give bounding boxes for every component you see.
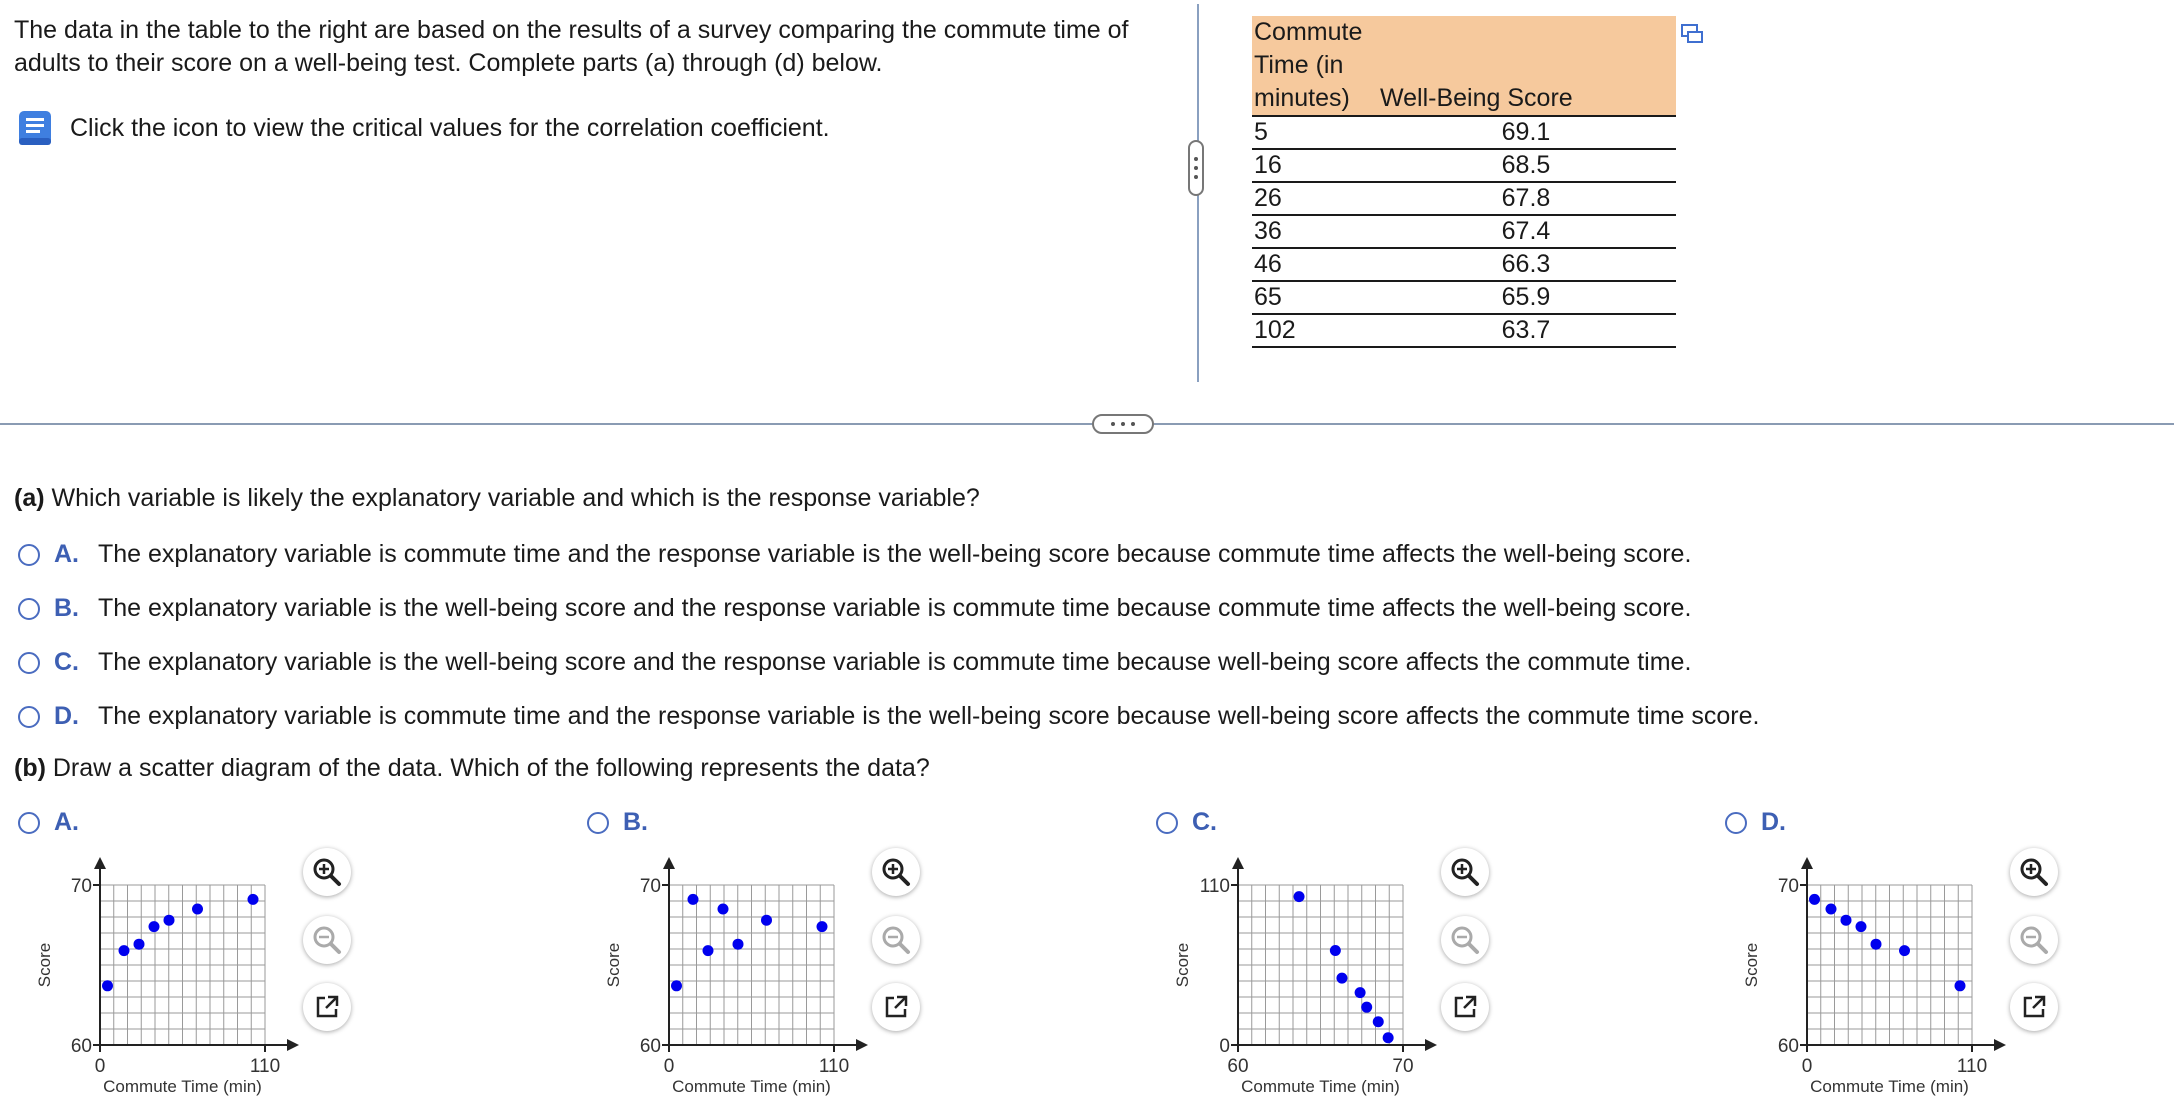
data-point bbox=[1383, 1032, 1394, 1043]
x-axis-label: Commute Time (min) bbox=[672, 1077, 831, 1096]
part-a-option-a[interactable]: A. The explanatory variable is commute time and the response variable is the well-being score because commute time affects the well-being score. bbox=[18, 540, 1691, 569]
x-tick-label: 60 bbox=[1227, 1056, 1249, 1077]
part-a-option-b[interactable]: B. The explanatory variable is the well-being score and the response variable is commute time because commute time affects the well-being score. bbox=[18, 594, 1691, 623]
y-axis-label: Score bbox=[35, 942, 54, 988]
table-row: 102 63.7 bbox=[1252, 314, 1676, 347]
data-point bbox=[1841, 915, 1852, 926]
table-header-commute: Commute Time (in minutes) bbox=[1252, 16, 1376, 116]
radio-button[interactable] bbox=[1156, 812, 1178, 834]
zoom-out-button[interactable] bbox=[303, 916, 351, 964]
data-point bbox=[1955, 980, 1966, 991]
data-point bbox=[192, 904, 203, 915]
x-tick-label: 0 bbox=[94, 1056, 106, 1077]
grid bbox=[100, 885, 265, 1045]
y-tick-label: 70 bbox=[70, 876, 92, 897]
zoom-out-button[interactable] bbox=[2010, 916, 2058, 964]
vertical-resize-handle[interactable] bbox=[1188, 140, 1204, 196]
critical-values-text: Click the icon to view the critical values for the correlation coefficient. bbox=[70, 113, 830, 142]
y-tick-label: 60 bbox=[639, 1036, 661, 1057]
zoom-in-icon bbox=[881, 857, 911, 887]
radio-button[interactable] bbox=[18, 706, 40, 728]
y-tick-label: 0 bbox=[1219, 1036, 1230, 1057]
popout-button[interactable] bbox=[1441, 983, 1489, 1031]
y-axis-label: Score bbox=[1742, 942, 1761, 988]
data-point bbox=[671, 980, 682, 991]
radio-button[interactable] bbox=[18, 544, 40, 566]
zoom-in-button[interactable] bbox=[303, 848, 351, 896]
zoom-in-button[interactable] bbox=[2010, 848, 2058, 896]
data-point bbox=[1361, 1002, 1372, 1013]
data-point bbox=[733, 939, 744, 950]
data-point bbox=[119, 945, 130, 956]
data-point bbox=[1330, 945, 1341, 956]
y-axis-arrow bbox=[1801, 857, 1813, 869]
popout-button[interactable] bbox=[872, 983, 920, 1031]
popout-icon bbox=[1452, 994, 1478, 1020]
zoom-in-icon bbox=[2019, 857, 2049, 887]
zoom-in-button[interactable] bbox=[1441, 848, 1489, 896]
y-axis-label: Score bbox=[604, 942, 623, 988]
horizontal-resize-handle[interactable] bbox=[1092, 414, 1154, 434]
x-axis-arrow bbox=[1994, 1039, 2006, 1051]
y-axis-arrow bbox=[94, 857, 106, 869]
x-tick-label: 0 bbox=[1801, 1056, 1813, 1077]
data-point bbox=[248, 894, 259, 905]
book-icon[interactable] bbox=[16, 108, 56, 148]
table-row: 65 65.9 bbox=[1252, 281, 1676, 314]
x-tick-label: 110 bbox=[1956, 1056, 1988, 1077]
scatter-plot-d bbox=[1737, 855, 2017, 1108]
data-point bbox=[703, 945, 714, 956]
zoom-in-button[interactable] bbox=[872, 848, 920, 896]
radio-button[interactable] bbox=[18, 652, 40, 674]
x-tick-label: 110 bbox=[249, 1056, 281, 1077]
x-axis-arrow bbox=[287, 1039, 299, 1051]
table-row: 26 67.8 bbox=[1252, 182, 1676, 215]
x-tick-label: 70 bbox=[1392, 1056, 1414, 1077]
y-tick-label: 70 bbox=[1777, 876, 1799, 897]
zoom-in-icon bbox=[312, 857, 342, 887]
y-axis-arrow bbox=[663, 857, 675, 869]
popout-button[interactable] bbox=[2010, 983, 2058, 1031]
x-axis-label: Commute Time (min) bbox=[103, 1077, 262, 1096]
scatter-plot-a bbox=[30, 855, 310, 1108]
y-axis-arrow bbox=[1232, 857, 1244, 869]
x-axis-label: Commute Time (min) bbox=[1810, 1077, 1969, 1096]
data-point bbox=[1294, 891, 1305, 902]
x-axis-arrow bbox=[856, 1039, 868, 1051]
zoom-out-button[interactable] bbox=[1441, 916, 1489, 964]
critical-values-link[interactable] bbox=[16, 108, 830, 148]
part-a-option-c[interactable]: C. The explanatory variable is the well-being score and the response variable is commute time because well-being score affects the commute time. bbox=[18, 648, 1691, 677]
data-point bbox=[817, 921, 828, 932]
data-point bbox=[1856, 921, 1867, 932]
horizontal-divider bbox=[0, 423, 2174, 425]
table-row: 46 66.3 bbox=[1252, 248, 1676, 281]
data-point bbox=[1899, 945, 1910, 956]
radio-button[interactable] bbox=[18, 812, 40, 834]
table-row: 16 68.5 bbox=[1252, 149, 1676, 182]
data-point bbox=[102, 980, 113, 991]
part-b-option-c[interactable]: C. bbox=[1156, 808, 1236, 837]
x-tick-label: 110 bbox=[818, 1056, 850, 1077]
intro-text: The data in the table to the right are based on the results of a survey comparing the commute time of adults to their score on a well-being test. Complete parts (a) through (d) below. bbox=[14, 16, 1129, 77]
y-axis-label: Score bbox=[1173, 942, 1192, 988]
zoom-out-icon bbox=[2019, 925, 2049, 955]
x-tick-label: 0 bbox=[663, 1056, 675, 1077]
table-header-score: Well-Being Score bbox=[1376, 16, 1676, 116]
y-tick-label: 70 bbox=[639, 876, 661, 897]
y-tick-label: 110 bbox=[1199, 876, 1230, 897]
part-b-option-a[interactable]: A. bbox=[18, 808, 98, 837]
y-tick-label: 60 bbox=[70, 1036, 92, 1057]
data-point bbox=[1355, 987, 1366, 998]
popout-icon bbox=[883, 994, 909, 1020]
scatter-plot-c bbox=[1168, 855, 1448, 1108]
zoom-out-icon bbox=[312, 925, 342, 955]
popout-table-icon[interactable] bbox=[1680, 22, 1704, 46]
radio-button[interactable] bbox=[587, 812, 609, 834]
data-table bbox=[1252, 16, 1676, 348]
data-point bbox=[134, 939, 145, 950]
table-row: 36 67.4 bbox=[1252, 215, 1676, 248]
radio-button[interactable] bbox=[1725, 812, 1747, 834]
radio-button[interactable] bbox=[18, 598, 40, 620]
popout-icon bbox=[2021, 994, 2047, 1020]
data-point bbox=[164, 915, 175, 926]
part-b-option-b[interactable]: B. bbox=[587, 808, 667, 837]
data-point bbox=[1871, 939, 1882, 950]
popout-icon bbox=[314, 994, 340, 1020]
part-a-option-d[interactable]: D. The explanatory variable is commute time and the response variable is the well-being score because well-being score affects the commute time score. bbox=[18, 702, 1759, 731]
data-point bbox=[1826, 904, 1837, 915]
y-tick-label: 60 bbox=[1777, 1036, 1799, 1057]
data-point bbox=[1809, 894, 1820, 905]
popout-button[interactable] bbox=[303, 983, 351, 1031]
data-point bbox=[149, 921, 160, 932]
x-axis-arrow bbox=[1425, 1039, 1437, 1051]
grid bbox=[669, 885, 834, 1045]
scatter-plot-b bbox=[599, 855, 879, 1108]
x-axis-label: Commute Time (min) bbox=[1241, 1077, 1400, 1096]
table-row: 5 69.1 bbox=[1252, 116, 1676, 149]
part-b-question: (b) Draw a scatter diagram of the data. Which of the following represents the data? bbox=[14, 754, 930, 782]
part-a-question: (a) Which variable is likely the explanatory variable and which is the response variable? bbox=[14, 484, 980, 512]
zoom-out-icon bbox=[881, 925, 911, 955]
data-point bbox=[1373, 1016, 1384, 1027]
zoom-out-icon bbox=[1450, 925, 1480, 955]
zoom-out-button[interactable] bbox=[872, 916, 920, 964]
data-point bbox=[761, 915, 772, 926]
data-point bbox=[688, 894, 699, 905]
data-point bbox=[1336, 973, 1347, 984]
part-b-option-d[interactable]: D. bbox=[1725, 808, 1805, 837]
data-point bbox=[718, 904, 729, 915]
zoom-in-icon bbox=[1450, 857, 1480, 887]
